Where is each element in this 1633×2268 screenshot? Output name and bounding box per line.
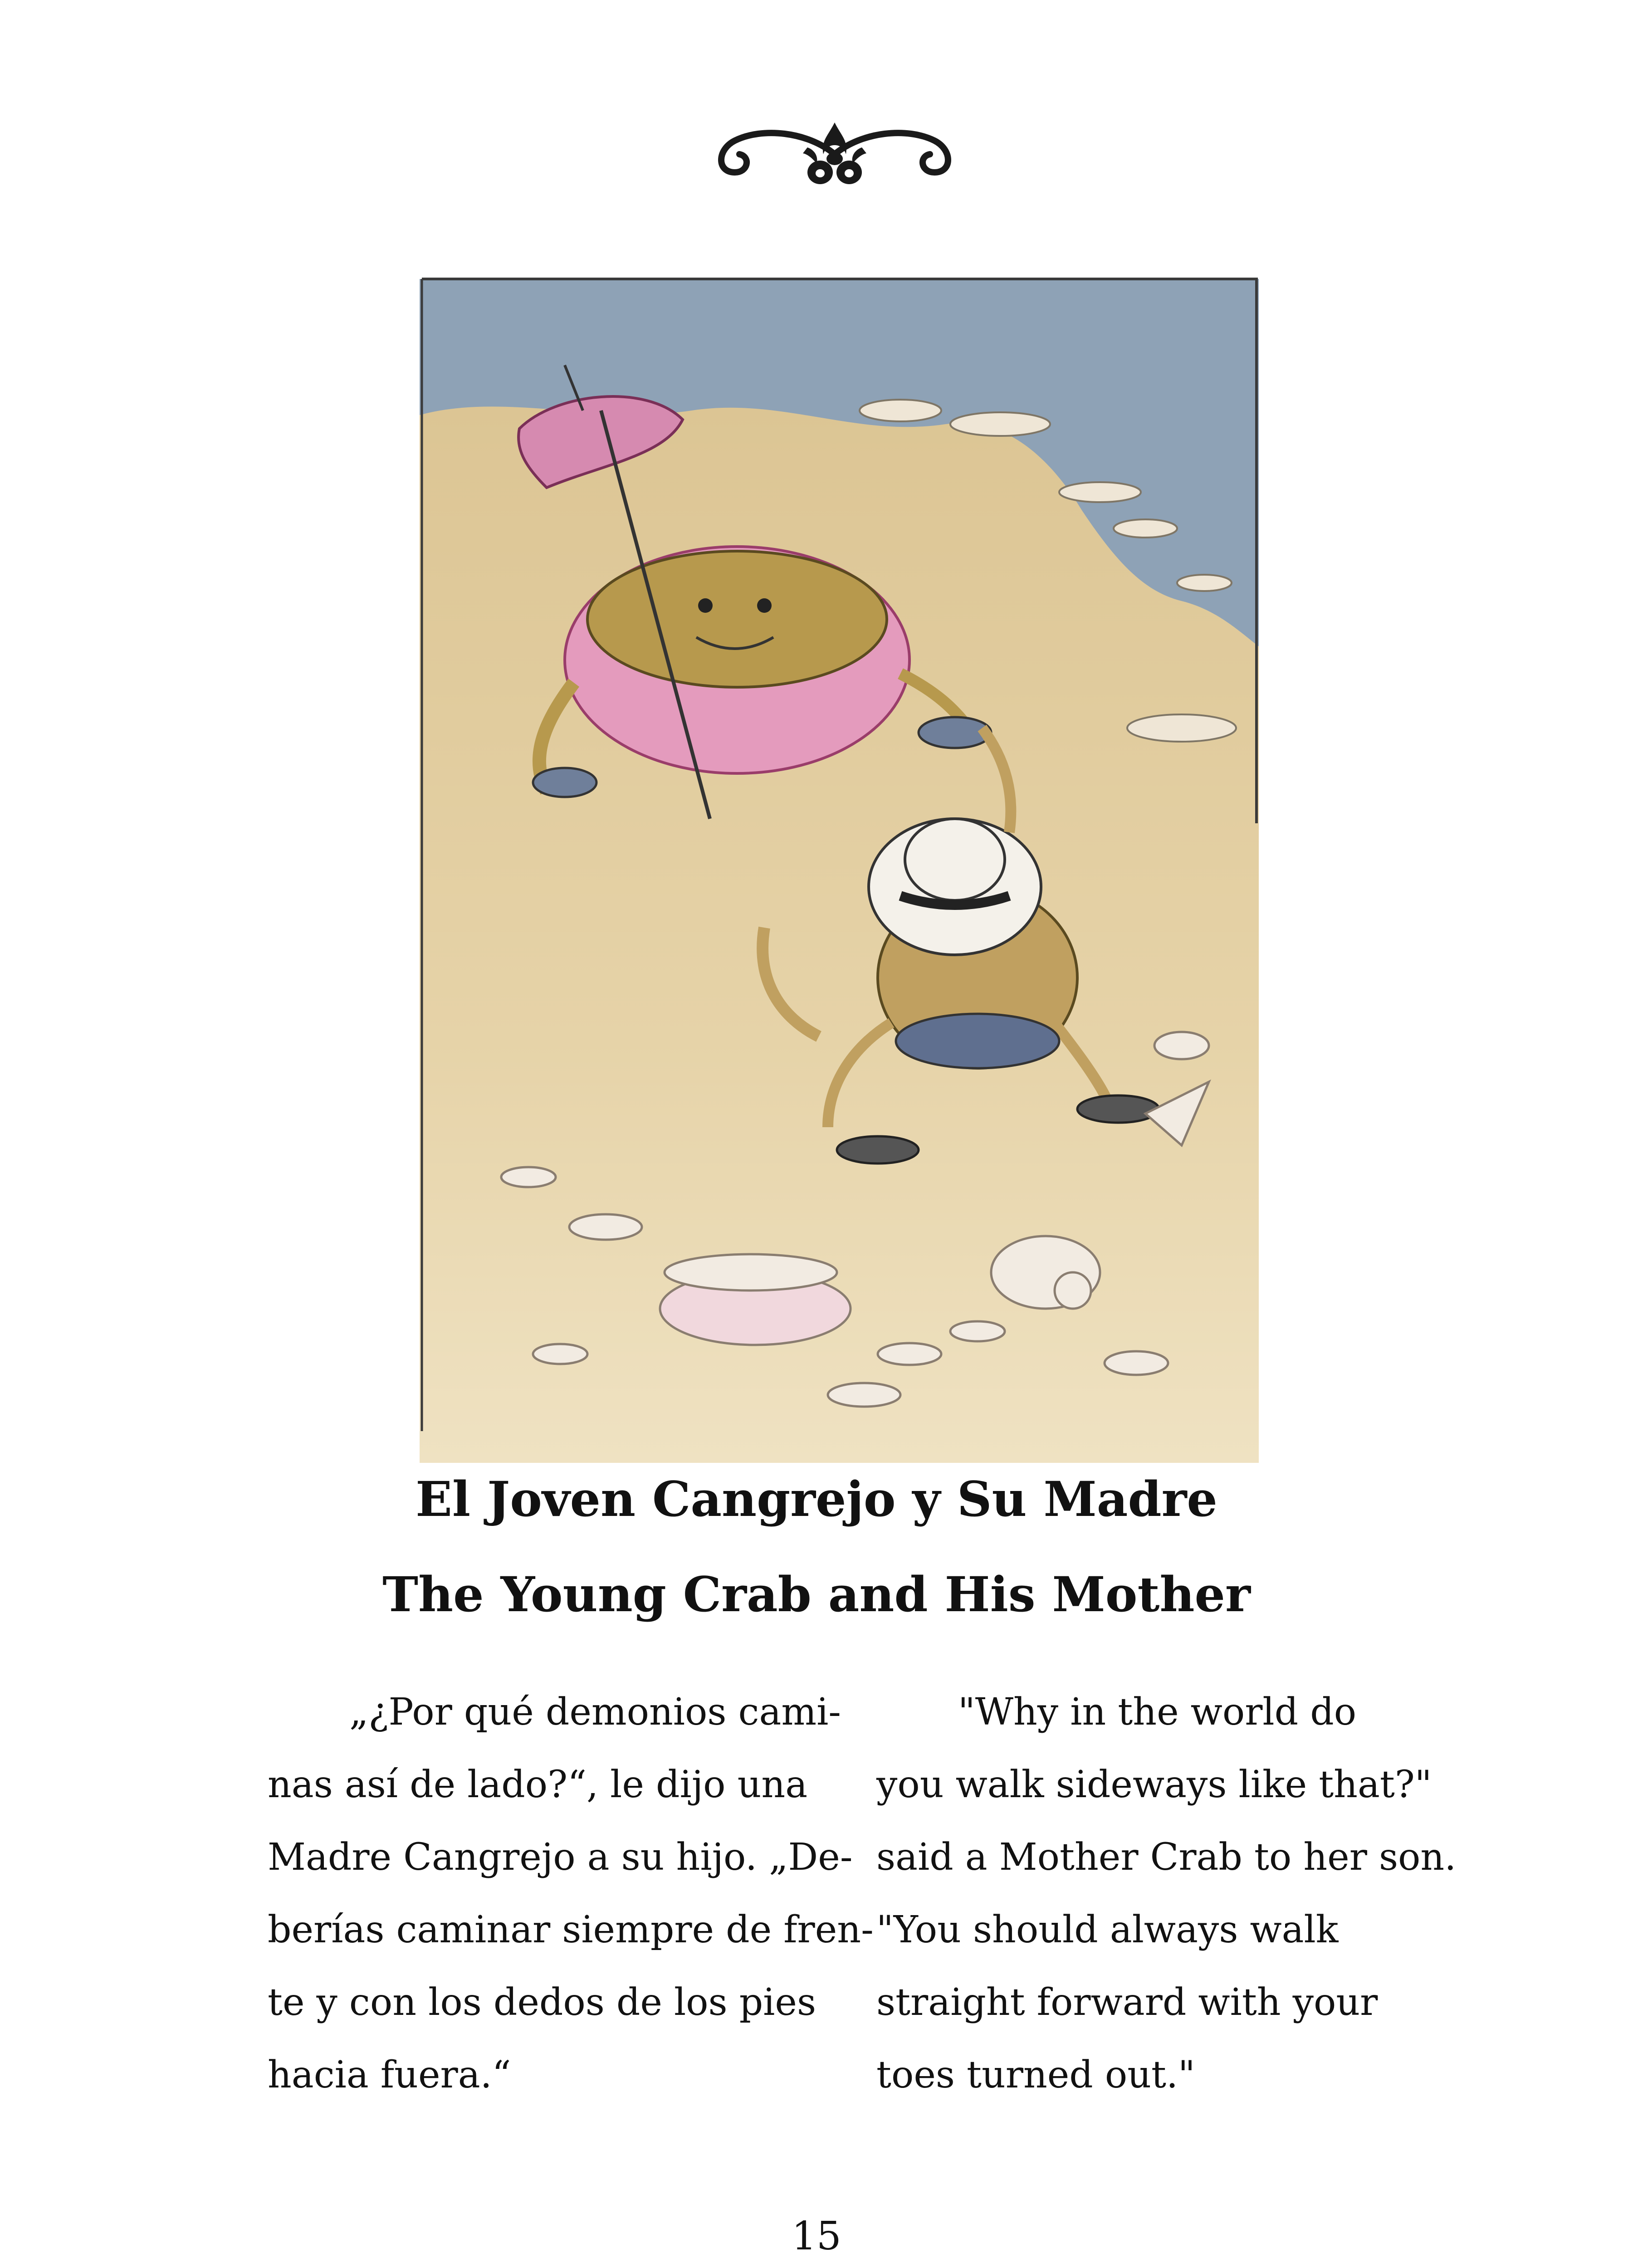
text-line: „¿Por qué demonios cami- <box>349 1691 841 1734</box>
text-line: Madre Cangrejo a su hijo. „De- <box>268 1836 853 1879</box>
flourish-ornament-icon <box>708 104 962 195</box>
crab-illustration-icon <box>411 274 1266 1467</box>
page-number: 15 <box>792 2214 841 2259</box>
text-line: berías caminar siempre de fren- <box>268 1908 874 1951</box>
text-line: toes turned out." <box>876 2053 1195 2097</box>
text-line: straight forward with your <box>876 1981 1378 2024</box>
text-line: said a Mother Crab to her son. <box>876 1836 1457 1879</box>
spanish-text-column <box>268 1676 874 2112</box>
text-line: hacia fuera.“ <box>268 2053 511 2097</box>
text-line: nas así de lado?“, le dijo una <box>268 1763 808 1806</box>
text-line: te y con los dedos de los pies <box>268 1981 816 2024</box>
swirl-ornament-icon <box>753 2259 907 2268</box>
english-text-column <box>876 1676 1457 2112</box>
text-line: you walk sideways like that?" <box>876 1763 1432 1806</box>
text-line: "Why in the world do <box>958 1691 1357 1734</box>
title-english: The Young Crab and His Mother <box>382 1566 1251 1623</box>
title-spanish: El Joven Cangrejo y Su Madre <box>416 1471 1217 1527</box>
text-line: "You should always walk <box>876 1908 1339 1951</box>
